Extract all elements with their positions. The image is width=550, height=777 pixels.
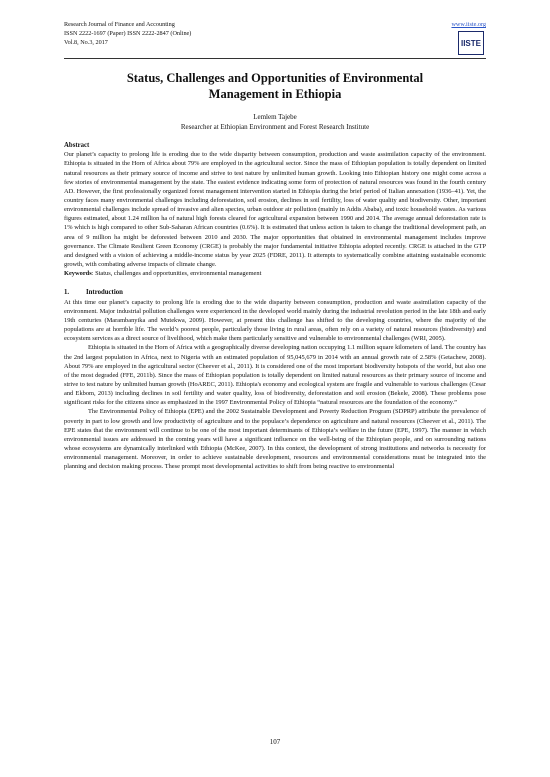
intro-paragraph-1: At this time our planet’s capacity to prolong life is eroding due to the wide disparity between consumption, production and waste assimilation capacity of the environment. Major industrial pollution challenges were experienced in the developed world mainly during the industrial revolution period in the late 18th and early 19th centuries (Marambanyika and Mutekwa, 2009). However, at present this challenge has shifted to the developing countries, where the majority of the populations are at horrible life. The world’s poorest people, particularly those living in rural areas, often rely on a variety of natural resources (biodiversity) and ecosystem services as a direct source of livelihood, which make them particularly sensitive and vulnerable to environmental challenges (WRI, 2005). [64,298,486,343]
introduction-heading [64,288,486,297]
paper-page [64,20,486,472]
abstract-text: Our planet’s capacity to prolong life is eroding due to the wide disparity between consumption, production and waste assimilation capacity of the environment. Ethiopia is situated in the Horn of Africa about 79% are employed in the agricultural sector. Since the mass of Ethiopian population is totally dependent on limited natural resources as their primary source of income and strive to test nature by unlimited human growth. Looking into Ethiopian history one might come across a few stories of environmental management by the state. The easiest evidence indicating some form of protection of natural resources was found in the fourth century AD. However, the first professionally organized forest management intervention started in Ethiopia during the brief period of Italian annexation (1936–41). Yet, the country faces many environmental challenges including deforestation, soil erosion, declines in soil fertility, loss of water quality and biodiversity. Other, important environmental challenges include spread of invasive and alien species, urban outdoor air pollution (mainly in Addis Ababa), and toxic household wastes. As various figures estimated, about 1.24 million ha of natural high forests cleared for agricultural expansion between 1990 and 2014. The average annual deforestation rate is 1% which is high compared to other Sub-Saharan African countries (0.6%). It is estimated that unless action is taken to change the traditional development path, an area of 9 million ha might be deforested between 2010 and 2030. The major opportunities that obtained in environmental management includes improve governance. The Climate Resilient Green Economy (CRGE) is probably the major fundamental initiative Ethiopia adopted recently. CRGE is attached in the GTP and designed with a vision of achieving a middle-income status by year 2025 (FDRE, 2011). It attempts to systematically combine attaining sustainable economic growth, with combating adverse impacts of climate change. [64,151,486,269]
abstract-heading: Abstract [64,142,90,149]
volume-line: Vol.8, No.3, 2017 [64,39,108,46]
section-title: Introduction [86,289,123,297]
journal-name: Research Journal of Finance and Accounting [64,21,175,28]
author-affiliation: Researcher at Ethiopian Environment and Forest Research Institute [180,123,370,131]
iiste-logo: IISTE [458,31,484,55]
header-rule [64,58,486,59]
issn-line: ISSN 2222-1697 (Paper) ISSN 2222-2847 (Online) [64,30,192,37]
intro-paragraph-3: The Environmental Policy of Ethiopia (EPE) and the 2002 Sustainable Development and Poverty Reduction Program (SDPRP) attribute the prevalence of poverty in part to low growth and low productivity of agriculture and to the populace’s dependence on agriculture and natural resources (Cheever et al., 2011). The EPE states that the environment will continue to be one of the most important determinants of Ethiopia’s welfare in the future (EPE, 1997). The manner in which environmental issues are addressed in the coming years will have a significant influence on the well-being of the Ethiopian people, and on surrounding nations whose ecosystems are dynamically interlinked with Ethiopia (McKee, 2007). In this context, the development of strong institutions and networks is necessity for environmental management. Moreover, in order to achieve sustainable development, resources and environmental considerations must be integrated into the planning and decision making process. These prompt most developmental activities to shift from being reactive to environmental [64,408,486,471]
intro-paragraph-2: Ethiopia is situated in the Horn of Africa with a geographically diverse developing nation occupying 1.1 million square kilometers of land. The country has the 2nd largest population in Africa, next to Nigeria with an estimated population of 95,045,679 in 2014 with an annual growth rate of 2.58% (Getachew, 2008). About 79% are employed in the agricultural sector (Cheever et al., 2011). It is considered one of the most important biodiversity hotspots of the world, but also one of the most degraded (FFE, 2011b). Since the mass of Ethiopian population is totally dependent on limited natural resources as their primary source of income and strive to test nature by unlimited human growth (HoAREC, 2011). Ethiopia's economy and ecological system are fragile and vulnerable to various challenges (Cesar and Ekbom, 2013) including declines in soil fertility and water quality, loss of biodiversity, deforestation and soil erosion (Bekele, 2008). These problems pose significant risks for the citizens since as emphasized in the 1997 Environmental Policy of Ethiopia “natural resources are the foundation of the economy.” [64,344,486,407]
journal-header [64,20,486,60]
paper-title: Status, Challenges and Opportunities of Environmental Management in Ethiopia [126,71,424,101]
page-number: 107 [269,738,281,746]
keywords-text: : Status, challenges and opportunities, environmental management [91,270,262,278]
section-number: 1. [64,289,70,297]
journal-url-link[interactable]: www.iiste.org [451,21,486,28]
keywords-line [64,269,486,278]
keywords-label: Keywords [64,270,92,278]
author-name: Lemlem Tajebe [253,113,297,121]
